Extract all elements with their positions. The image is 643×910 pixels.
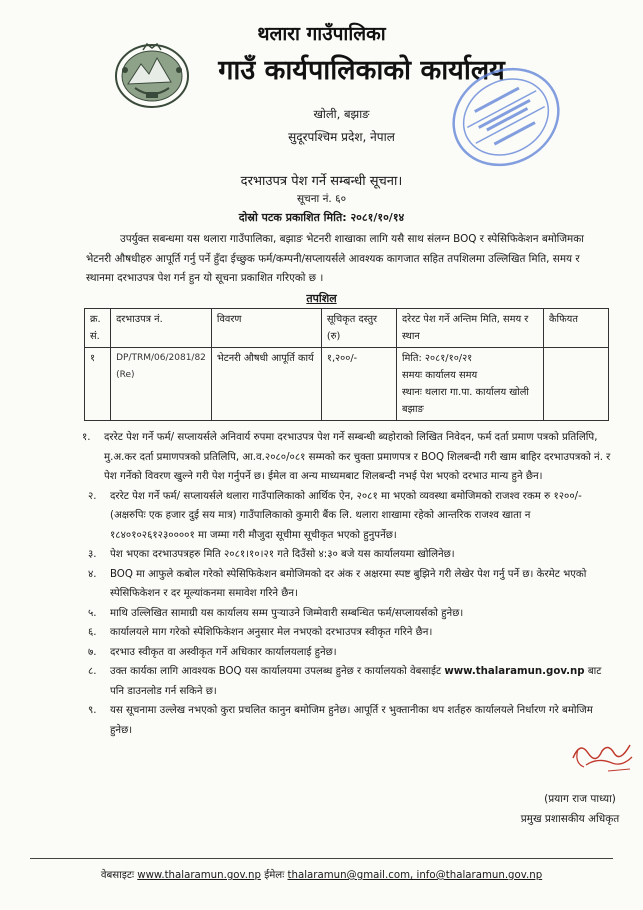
list-item: २. दररेट पेश गर्ने फर्म/ सप्लायर्सले थलारा गाउँपालिकाको आर्थिक ऐन, २०८१ मा भएको व्यवस्था बमोजिमको राजश्व रकम रु १२००/- (अक्षरुपिः एक हजार दुई सय मात्र) गाउँपालिकाको कुमारी बैंक लि. थलारा शाखामा रहेको आन्तरिक राजश्व खाता न १८४०१०२६१२३००००१ मा जम्मा गरी मौजुदा सूचीमा सूचीकृत भएको हुनुपर्नेछ। [88, 490, 582, 541]
footer-email-label: ईमेलः [264, 870, 285, 881]
schedule-label: तपशिल [306, 292, 337, 305]
table-row [85, 348, 609, 421]
col-header-sn: क्र. सं. [85, 309, 111, 348]
col-header-desc: विवरण [211, 309, 321, 348]
table-header-row [85, 309, 609, 348]
cell-deadline [396, 348, 543, 421]
office-location: खोली, बझाङ [313, 107, 370, 121]
deadline-place: स्थानः थलारा गा.पा. कार्यालय खोली बझाङ [401, 387, 529, 415]
signatory-title: प्रमुख प्रशासकीय अधिकृत [520, 813, 620, 825]
notice-title: दरभाउपत्र पेश गर्ने सम्बन्धी सूचना। [240, 174, 403, 189]
deadline-date: मिति: २०८१/१०/२१ [401, 353, 473, 364]
footer-web-label: वेबसाइटः [100, 870, 135, 881]
list-item: १. दररेट पेश गर्ने फर्म/ सप्लायर्सले अनिवार्य रुपमा दरभाउपत्र पेश गर्ने सम्बन्धी ब्यहोराको लिखित निवेदन, फर्म दर्ता प्रमाण पत्रको प्रतिलिपि, मु.अ.कर दर्ता प्रमाणपत्रको प्रतिलिपि, आ.व.२०८०/०८१ सम्मको कर चुक्ता प्रमाणपत्र र BOQ शिलबन्दी गरी खाम बाहिर दरभाउपत्रको नं. र पेश गर्नेको विवरण खुल्ने गरी पेश गर्नुपर्ने छ। ईमेल वा अन्य माध्यमबाट शिलबन्दी नभई पेश भएको दरभाउ मान्य हुने छैन। [82, 432, 611, 482]
cell-remarks [544, 348, 609, 421]
list-item: ४. BOQ मा आफुले कबोल गरेको स्पेसिफिकेशन बमोजिमको दर अंक र अक्षरमा स्पष्ट बुझिने गरी लेखेर पेश गर्नु पर्ने छ। केरमेट भएको स्पेसिफिकेशन र दर मूल्यांकनमा समावेश गरिने छैन। [88, 568, 587, 599]
website-link[interactable]: www.thalaramun.gov.np [444, 666, 585, 677]
office-name: गाउँ कार्यपालिकाको कार्यालय [218, 55, 505, 86]
cell-fee: १,२००/- [321, 348, 396, 421]
list-item: ७. दरभाउ स्वीकृत वा अस्वीकृत गर्ने अधिकार कार्यालयलाई हुनेछ। [88, 646, 337, 658]
col-header-deadline: दरेरट पेश गर्ने अन्तिम मिति, समय र स्थान [396, 309, 543, 348]
list-item: ८. उक्त कार्यका लागि आवश्यक BOQ यस कार्यालयमा उपलब्ध हुनेछ र कार्यालयको वेबसाईट www.thalaramun.gov.np बाट पनि डाउनलोड गर्न सकिने छ। [88, 666, 602, 697]
deadline-time: समयः कार्यालय समय [401, 370, 478, 381]
office-stamp-icon [447, 58, 565, 176]
signatory-name: (प्रयाग राज पाध्या) [544, 793, 616, 805]
publication-date: दोस्रो पटक प्रकाशित मिति: २०८१/१०/१४ [238, 211, 405, 224]
office-province: सुदूरपश्चिम प्रदेश, नेपाल [288, 130, 395, 144]
cell-ref: DP/TRM/06/2081/82 (Re) [111, 348, 212, 421]
signature-icon [568, 723, 638, 783]
footer-email-link[interactable]: thalaramun@gmail.com, info@thalaramun.gov.np [287, 870, 543, 881]
list-item: ९. यस सूचनामा उल्लेख नभएको कुरा प्रचलित कानुन बमोजिम हुनेछ। आपूर्ति र भुक्तानीका थप शर्तहरु कार्यालयले निर्धारण गरे बमोजिम हुनेछ। [88, 705, 593, 736]
list-item: ५. माथि उल्लिखित सामाग्री यस कार्यालय सम्म पुऱ्याउने जिम्मेवारी सम्बन्धित फर्म/सप्लायर्सको हुनेछ। [88, 607, 464, 619]
schedule-table [84, 308, 609, 421]
footer [0, 867, 643, 881]
list-item: ३. पेश भएका दरभाउपत्रहरु मिति २०८१।१०।२१ गते दिउँसो ४:३० बजे यस कार्यालयमा खोलिनेछ। [88, 549, 455, 560]
conditions-list [82, 428, 616, 740]
list-item: ६. कार्यालयले माग गरेको स्पेशिफिकेशन अनुसार मेल नभएको दरभाउपत्र स्वीकृत गरिने छैन। [88, 627, 433, 638]
col-header-ref: दरभाउपत्र नं. [111, 309, 212, 348]
notice-number: सूचना नं. ६० [296, 193, 347, 205]
footer-website-link[interactable]: www.thalaramun.gov.np [137, 870, 261, 881]
cell-sn: १ [85, 348, 111, 421]
municipality-name: थलारा गाउँपालिका [257, 23, 386, 45]
col-header-fee: सूचिकृत दस्तुर (रु) [321, 309, 396, 348]
cell-desc: भेटनरी औषधी आपूर्ति कार्य [211, 348, 321, 421]
col-header-remarks: कैफियत [544, 309, 609, 348]
footer-divider [30, 858, 613, 859]
intro-paragraph: उपर्युक्त सबन्धमा यस थलारा गाउँपालिका, बझाङ भेटनरी शाखाका लागि यसै साथ संलग्न BOQ र स्पेसिफिकेशन बमोजिमका भेटनरी औषधीहरु आपूर्ति गर्नु पर्ने हुँदा ईच्छुक फर्म/कम्पनी/सप्लायर्सले आवश्यक कागजात सहित तपशिलमा उल्लिखित मिति, समय र स्थानमा दरभाउपत्र पेश गर्न हुन यो सूचना प्रकाशित गरिएको छ । [86, 233, 584, 284]
